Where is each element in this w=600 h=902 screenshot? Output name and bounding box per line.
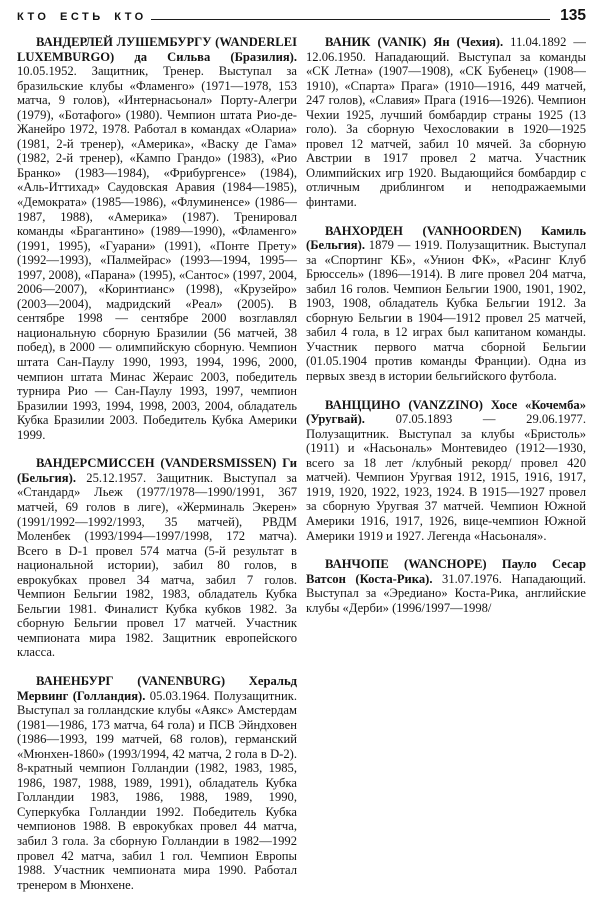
two-column-text-body [17, 35, 586, 902]
entry-paragraph [17, 674, 297, 892]
entry-paragraph [306, 224, 586, 384]
entry-lead: ВАНЕНБУРГ (VANENBURG) Херальд Мервинг (Голландия). [17, 673, 297, 703]
entry-body: 07.05.1893 — 29.06.1977. Полузащитник. Выступал за клубы «Бристоль» (1911) и «Насьональ» Монтевидео (1912—1930, всего за 18 лет /клубный рекорд/ провел 420 матчей). Чемпион Уругвая 1912, 1915, 1916, 1917, 1919, 1920, 1922, 1923, 1924. В 1915—1927 провел за сборную Уругвая 37 матчей. Чемпион Южной Америки 1916, 1917, 1926, вице-чемпион Южной Америки 1919 и 1927. Легенда «Насьоналя». [306, 412, 586, 543]
entry-paragraph [17, 35, 297, 442]
entry-lead: ВАНХОРДЕН (VANHOORDEN) Камиль (Бельгия). [306, 223, 586, 253]
entry-lead: ВАНДЕРЛЕЙ ЛУШЕМБУРГУ (WANDERLEI LUXEMBURGO) да Сильва (Бразилия). [17, 35, 297, 64]
header-rule [151, 18, 550, 20]
page-header [17, 7, 586, 25]
entry-paragraph [306, 557, 586, 615]
entry-body: 11.04.1892 — 12.06.1950. Нападающий. Выступал за команды «СК Летна» (1907—1908), «СК Бубенец» (1908—1910), «Спарта» Прага» (1910—1916, 449 матчей, 247 голов), «Славия» Прага (1916—1926). Чемпион Чехии 1925, лучший бомбардир страны 1925 (13 голо). За сборную Чехословакии в 1920—1925 провел 12 матчей, забил 10 мячей. За сборную Австрии в 1917 провел 2 матча. Участник Олимпийских игр 1920. Выдающийся бомбардир с отличным дриблингом и неподражаемыми финтами. [306, 35, 586, 210]
entry-lead: ВАНДЕРСМИССЕН (VANDERSMISSEN) Ги (Бельгия). [17, 456, 297, 485]
entry-lead: ВАНЧОПЕ (WANCHOPE) Пауло Сесар Ватсон (Коста-Рика). [306, 557, 586, 586]
running-head-title: КТО ЕСТЬ КТО [17, 11, 147, 23]
entry-body: 05.03.1964. Полузащитник. Выступал за голландские клубы «Аякс» Амстердам (1981—1986, 173 матча, 64 гола) и ПСВ Эйндховен (1986—1993, 199 матчей, 68 голов), германский «Мюнхен-1860» (1993/1994, 42 матча, 2 гола в D-2). 8-кратный чемпион Голландии (1982, 1983, 1985, 1986, 1987, 1988, 1989, 1991), обладатель Кубка Голландии 1983, 1986, 1988, 1989, 1990, Суперкубка Голландии 1992. Победитель Кубка чемпионов 1988. В еврокубках провел 44 матча, забил 3 гола. За сборную Голландии в 1982—1992 провел 42 матча, забил 1 гол. Чемпион Европы 1988. Участник чемпионата мира 1990. Работал тренером в Мюнхене. [17, 688, 297, 892]
entry-lead: ВАНИК (VANIK) Ян (Чехия). [325, 35, 504, 49]
page-number: 135 [560, 7, 586, 24]
entry-body: 1879 — 1919. Полузащитник. Выступал за «Спортинг КБ», «Унион ФК», «Расинг Клуб Брюссель» (1896—1914). В лиге провел 204 матча, забил 16 голов. Чемпион Бельгии 1900, 1901, 1902, 1903, 1908, обладатель Кубка Бельгии 1912. За сборную Бельгии в 1904—1912 провел 25 матчей, забил 4 гола, в 12 играх был капитаном команды. Участник первого матча сборной Бельгии (01.05.1904 против команды Франции). Одна из первых звезд в истории бельгийского футбола. [306, 238, 586, 384]
entry-body: 31.07.1976. Нападающий. Выступал за «Эредиано» Коста-Рика, английские клубы «Дерби» (1996/1997—1998/ [306, 571, 586, 615]
entry-paragraph [306, 35, 586, 210]
entry-body: 10.05.1952. Защитник, Тренер. Выступал за бразильские клубы «Фламенго» (1971—1978, 153 матча, 9 голов), «Интернасьонал» Порту-Алегри (1979), «Ботафого» (1980). Чемпион штата Рио-де-Жанейро 1972, 1978. Работал в командах «Олариа» (1981, 2-й тренер), «Америка», «Васку де Гама» (1982, 2-й тренер), «Кампо Грандо» (1983), «Рио Бранко» (1983—1984), «Фрибургенсе» (1984), «Аль-Иттихад» Саудовская Аравия (1984—1985), «Демократа» (1985—1986), «Флуминенсе» (1986—1987, 1988), «Америка» (1987). Тренировал команды «Брагантино» (1989—1990), «Фламенго» (1991, 1995), «Гуарани» (1991), «Понте Прету» (1992—1993), «Палмейрас» (1993—1994, 1995—1997, 2008), «Парана» (1995), «Сантос» (1997, 2004, 2006—2007), «Коринтианс» (1998), «Крузейро» (2003—2004), мадридский «Реал» (2005). В сентябре 1998 — сентябре 2000 возглавлял национальную сборную Бразилии (56 матчей, 38 побед), в 2000 — олимпийскую сборную. Чемпион штата Сан-Паулу 1990, 1993, 1994, 1996, 2000, чемпион штата Минас Жераис 2003, победитель турнира Рио — Сан-Паулу 1993, 1997, чемпион Бразилии 1993, 1994, 1998, 2003, 2004, обладатель Кубка Бразилии 2003. Победитель Кубка Америки 1999. [17, 64, 297, 442]
entry-body: 25.12.1957. Защитник. Выступал за «Стандард» Льеж (1977/1978—1990/1991, 367 матчей, 69 голов в лиге), «Жерминаль Экерен» (1991/1992—1992/1993, 35 матчей), РВДМ Моленбек (1993/1994—1997/1998, 172 матча). Всего в D-1 провел 574 матча (5-й результат в национальной истории), забил 80 голов, в еврокубках провел 34 матча, забил 7 голов. Чемпион Бельгии 1982, 1983, обладатель Кубка Бельгии 1981. Финалист Кубка кубков 1982. За сборную Бельгии провел 17 матчей. Участник чемпионата мира 1982. Защитник европейского класса. [17, 470, 297, 660]
entry-paragraph [17, 456, 297, 660]
entry-paragraph [306, 398, 586, 543]
entry-lead: ВАНЦЦИНО (VANZZINO) Хосе «Кочемба» (Уругвай). [306, 397, 586, 427]
